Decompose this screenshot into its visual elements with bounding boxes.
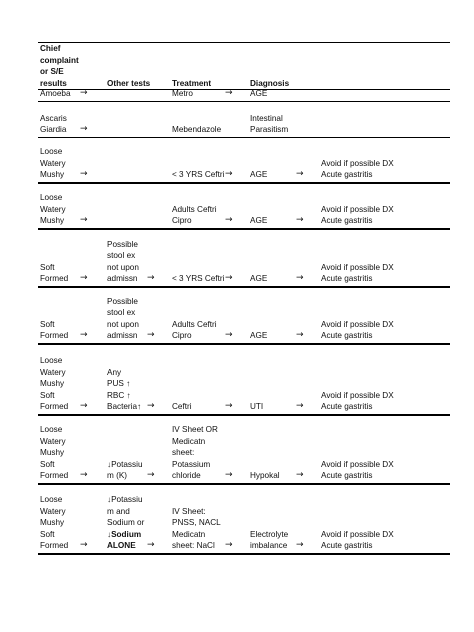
- row-treatment: Mebendazole: [172, 125, 222, 135]
- row-arrow: →: [147, 539, 155, 550]
- row-arrow: →: [296, 214, 304, 225]
- row-note: Avoid if possible DX Acute gastritis: [321, 459, 394, 481]
- row-arrow: →: [225, 400, 233, 411]
- row-arrow: →: [80, 400, 88, 411]
- row-arrow: →: [80, 272, 88, 283]
- header-bottom-rule: [38, 89, 450, 90]
- row-treatment: < 3 YRS Ceftri: [172, 274, 225, 284]
- row-arrow: →: [147, 400, 155, 411]
- row-complaint: Loose Watery Mushy: [40, 193, 66, 226]
- row-diagnosis: AGE: [250, 170, 268, 180]
- header-treatment: Treatment: [172, 79, 212, 88]
- row-arrow: →: [225, 87, 233, 98]
- row-other-tests-bold: ↓Sodium ALONE: [107, 529, 142, 551]
- header-top-rule: [38, 42, 450, 43]
- row-arrow: →: [80, 214, 88, 225]
- row-arrow: →: [296, 539, 304, 550]
- row-note: Avoid if possible DX Acute gastritis: [321, 262, 394, 284]
- row-divider: [38, 228, 450, 230]
- header-other-tests: Other tests: [107, 79, 151, 88]
- row-complaint: Loose Watery Mushy: [40, 147, 66, 180]
- row-divider: [38, 414, 450, 416]
- row-arrow: →: [225, 272, 233, 283]
- row-other-tests: Any PUS ↑ RBC ↑ Bacteria↑: [107, 367, 142, 412]
- row-divider: [38, 343, 450, 345]
- row-note: Avoid if possible DX Acute gastritis: [321, 529, 394, 551]
- row-note: Avoid if possible DX Acute gastritis: [321, 390, 394, 412]
- row-treatment: < 3 YRS Ceftri: [172, 170, 225, 180]
- row-complaint: Soft Formed: [40, 319, 69, 341]
- row-diagnosis: AGE: [250, 89, 268, 99]
- row-divider: [38, 286, 450, 288]
- row-arrow: →: [225, 168, 233, 179]
- row-diagnosis: AGE: [250, 274, 268, 284]
- row-note: Avoid if possible DX Acute gastritis: [321, 158, 394, 180]
- row-treatment: Adults Ceftri Cipro: [172, 319, 217, 341]
- row-arrow: →: [225, 469, 233, 480]
- row-other-tests: ↓Potassiu m (K): [107, 459, 143, 481]
- row-other-tests: Possible stool ex not upon admissn: [107, 239, 139, 284]
- row-diagnosis: AGE: [250, 331, 268, 341]
- row-arrow: →: [225, 214, 233, 225]
- row-divider: [38, 137, 450, 138]
- row-arrow: →: [80, 329, 88, 340]
- row-arrow: →: [80, 469, 88, 480]
- row-diagnosis: Hypokal: [250, 471, 280, 481]
- row-arrow: →: [147, 272, 155, 283]
- row-note: Avoid if possible DX Acute gastritis: [321, 319, 394, 341]
- row-complaint: Loose Watery Mushy Soft Formed: [40, 356, 69, 412]
- row-arrow: →: [296, 329, 304, 340]
- row-arrow: →: [225, 329, 233, 340]
- row-diagnosis: Intestinal Parasitism: [250, 113, 289, 135]
- row-arrow: →: [80, 123, 88, 134]
- row-complaint: Ascaris Giardia: [40, 113, 67, 135]
- row-diagnosis: AGE: [250, 216, 268, 226]
- row-arrow: →: [296, 272, 304, 283]
- row-complaint: Loose Watery Mushy Soft Formed: [40, 425, 69, 481]
- row-treatment: Ceftri: [172, 402, 192, 412]
- row-arrow: →: [296, 400, 304, 411]
- header-complaint: Chief complaint or S/E results: [40, 44, 79, 88]
- row-arrow: →: [296, 168, 304, 179]
- row-arrow: →: [147, 329, 155, 340]
- row-arrow: →: [296, 469, 304, 480]
- row-complaint: Loose Watery Mushy Soft Formed: [40, 495, 69, 551]
- header-diagnosis: Diagnosis: [250, 79, 290, 88]
- row-diagnosis: Electrolyte imbalance: [250, 529, 289, 551]
- row-treatment: IV Sheet: PNSS, NACL Medicatn sheet: NaCl: [172, 506, 221, 551]
- row-other-tests: ↓Potassiu m and Sodium or: [107, 495, 145, 528]
- row-treatment: Metro: [172, 89, 193, 99]
- row-arrow: →: [147, 469, 155, 480]
- row-complaint: Soft Formed: [40, 262, 69, 284]
- row-divider: [38, 553, 450, 555]
- row-diagnosis: UTI: [250, 402, 264, 412]
- row-divider: [38, 182, 450, 184]
- row-complaint: Amoeba: [40, 89, 71, 99]
- row-treatment: IV Sheet OR Medicatn sheet: Potassium chloride: [172, 425, 218, 481]
- row-treatment: Adults Ceftri Cipro: [172, 204, 217, 226]
- row-arrow: →: [80, 87, 88, 98]
- row-arrow: →: [225, 539, 233, 550]
- row-divider: [38, 101, 450, 102]
- row-arrow: →: [80, 168, 88, 179]
- row-divider: [38, 483, 450, 485]
- row-note: Avoid if possible DX Acute gastritis: [321, 204, 394, 226]
- row-other-tests: Possible stool ex not upon admissn: [107, 296, 139, 341]
- row-arrow: →: [80, 539, 88, 550]
